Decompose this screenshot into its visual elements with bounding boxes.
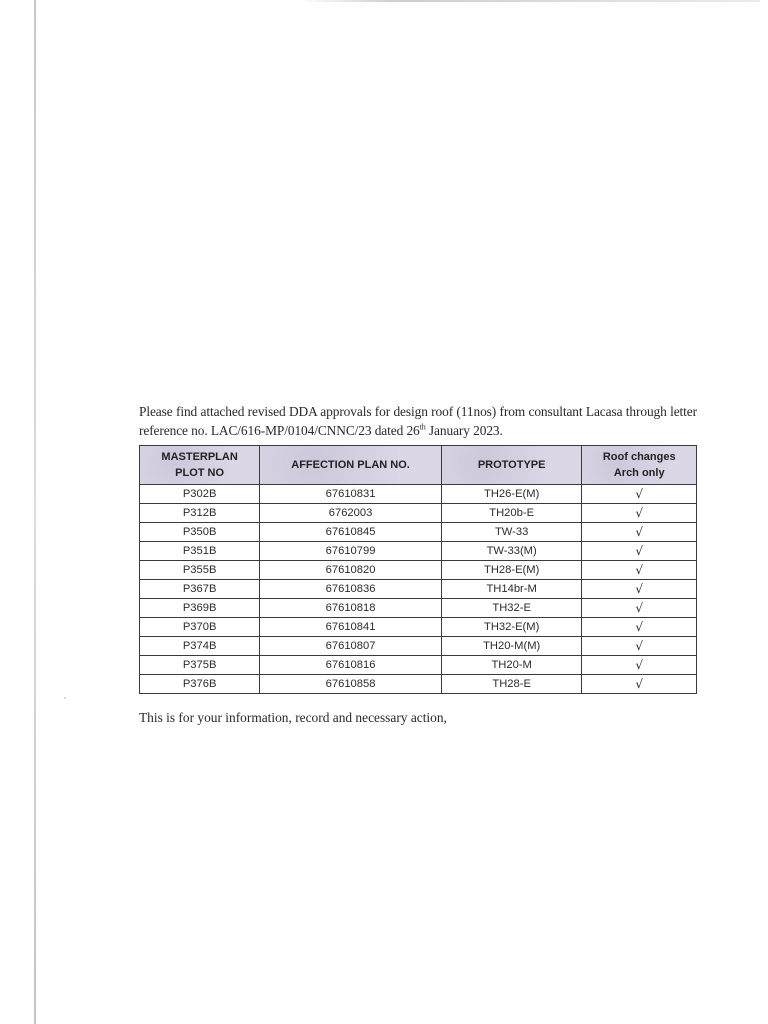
closing-sentence: This is for your information, record and necessary action, [139,710,447,725]
table-row [140,523,697,542]
intro-text-part2: January 2023. [425,423,503,438]
cell-plot: P376B [140,675,260,694]
table-row [140,599,697,618]
cell-prototype: TH28-E [441,675,582,694]
table-row [140,656,697,675]
cell-prototype: TW-33(M) [441,542,582,561]
cell-affection: 67610818 [260,599,442,618]
cell-affection: 67610799 [260,542,442,561]
cell-prototype: TH26-E(M) [441,485,582,504]
table-row [140,485,697,504]
cell-plot: P350B [140,523,260,542]
intro-paragraph [139,402,697,440]
cell-plot: P355B [140,561,260,580]
header-masterplan-plot-no-label: MASTERPLAN PLOT NO [161,451,238,479]
cell-roof-check: √ [582,580,697,599]
cell-affection: 67610858 [260,675,442,694]
table-header-row [140,446,697,485]
scan-top-edge [300,0,760,2]
cell-affection: 6762003 [260,504,442,523]
scan-speck [64,697,66,699]
cell-prototype: TH20b-E [441,504,582,523]
cell-prototype: TH14br-M [441,580,582,599]
cell-roof-check: √ [582,656,697,675]
table-row [140,580,697,599]
cell-prototype: TH20-M [441,656,582,675]
table-row [140,542,697,561]
cell-affection: 67610820 [260,561,442,580]
cell-affection: 67610841 [260,618,442,637]
cell-plot: P367B [140,580,260,599]
cell-roof-check: √ [582,504,697,523]
cell-plot: P375B [140,656,260,675]
cell-roof-check: √ [582,599,697,618]
cell-affection: 67610807 [260,637,442,656]
header-roof-changes-label: Roof changes Arch only [602,451,676,479]
cell-affection: 67610845 [260,523,442,542]
table-row [140,561,697,580]
table-row [140,637,697,656]
header-roof-changes [582,446,697,485]
cell-prototype: TH20-M(M) [441,637,582,656]
intro-superscript: th [419,422,426,432]
cell-plot: P374B [140,637,260,656]
cell-prototype: TW-33 [441,523,582,542]
cell-prototype: TH32-E [441,599,582,618]
cell-plot: P369B [140,599,260,618]
approvals-table [139,445,697,694]
cell-roof-check: √ [582,523,697,542]
cell-plot: P312B [140,504,260,523]
table-row [140,504,697,523]
table-row [140,618,697,637]
cell-affection: 67610831 [260,485,442,504]
cell-affection: 67610816 [260,656,442,675]
intro-text-part1: Please find attached revised DDA approvals for design roof (11nos) from consultant Lacasa through letter reference no. LAC/616-MP/0104/CNNC/23 dated 26 [139,404,697,438]
header-prototype: PROTOTYPE [441,446,582,485]
cell-roof-check: √ [582,618,697,637]
cell-roof-check: √ [582,485,697,504]
cell-roof-check: √ [582,542,697,561]
cell-roof-check: √ [582,637,697,656]
cell-prototype: TH28-E(M) [441,561,582,580]
cell-affection: 67610836 [260,580,442,599]
table-row [140,675,697,694]
header-affection-plan-no: AFFECTION PLAN NO. [260,446,442,485]
cell-roof-check: √ [582,561,697,580]
cell-plot: P302B [140,485,260,504]
cell-prototype: TH32-E(M) [441,618,582,637]
cell-roof-check: √ [582,675,697,694]
cell-plot: P351B [140,542,260,561]
scan-left-edge [34,0,36,1024]
cell-plot: P370B [140,618,260,637]
header-masterplan-plot-no [140,446,260,485]
